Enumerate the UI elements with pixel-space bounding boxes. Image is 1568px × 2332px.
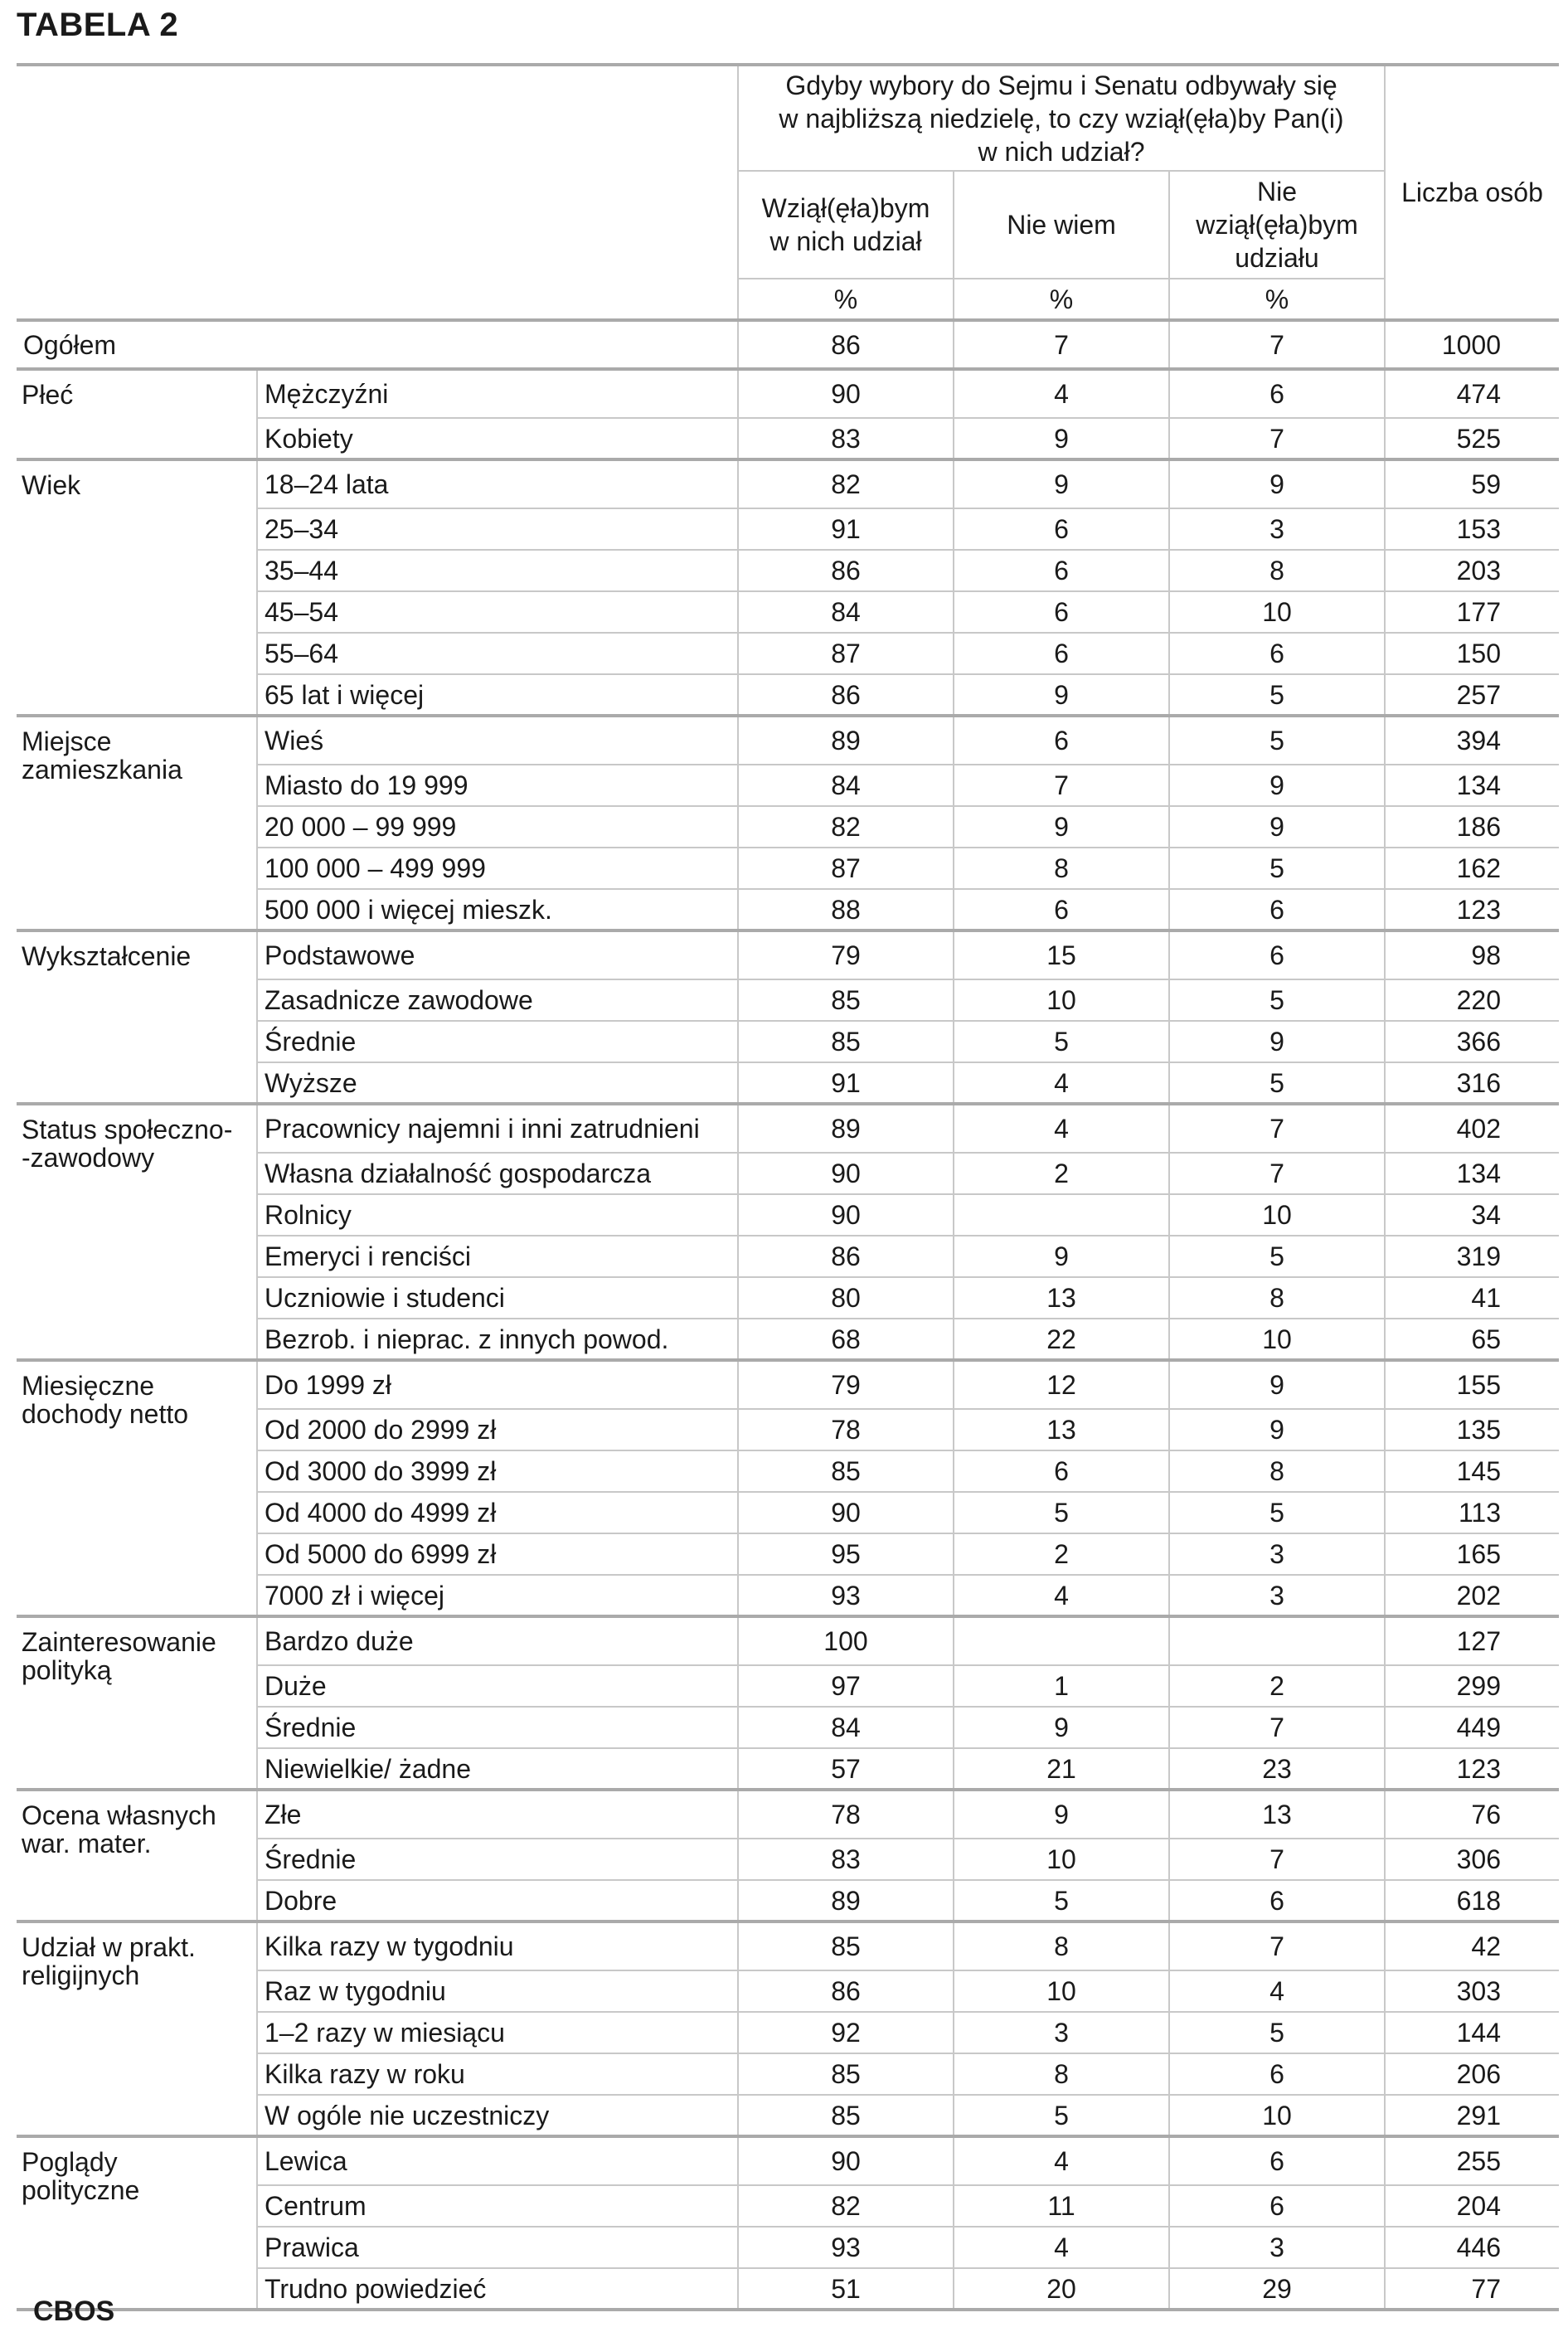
value-cell-no: 9 — [1169, 806, 1385, 848]
row-label: Własna działalność gospodarcza — [257, 1153, 738, 1194]
value-cell-no: 23 — [1169, 1748, 1385, 1790]
value-cell-dont-know: 6 — [954, 889, 1169, 930]
group-label — [17, 369, 257, 459]
row-label: Dobre — [257, 1880, 738, 1921]
value-cell-yes: 68 — [738, 1319, 954, 1360]
value-cell-yes: 86 — [738, 1970, 954, 2012]
value-cell-count: 202 — [1385, 1575, 1559, 1616]
value-cell-count: 145 — [1385, 1450, 1559, 1492]
value-cell-no: 13 — [1169, 1790, 1385, 1839]
column-header-line: udziału — [1235, 243, 1319, 273]
value-cell-yes: 86 — [738, 1236, 954, 1277]
value-cell-yes: 86 — [738, 550, 954, 591]
question-header — [738, 65, 1385, 171]
row-label: Pracownicy najemni i inni zatrudnieni — [257, 1104, 738, 1153]
value-cell-dont-know: 1 — [954, 1665, 1169, 1707]
value-cell-count: 165 — [1385, 1533, 1559, 1575]
value-cell-count: 155 — [1385, 1360, 1559, 1409]
value-cell-dont-know: 6 — [954, 591, 1169, 633]
value-cell-no: 8 — [1169, 1277, 1385, 1319]
value-cell-yes: 82 — [738, 806, 954, 848]
value-cell-count: 402 — [1385, 1104, 1559, 1153]
value-cell-no: 2 — [1169, 1665, 1385, 1707]
group-label-line: Poglądy — [22, 2147, 118, 2177]
value-cell-yes: 57 — [738, 1748, 954, 1790]
value-cell-yes: 83 — [738, 1839, 954, 1880]
value-cell-yes: 86 — [738, 674, 954, 716]
value-cell-no: 5 — [1169, 674, 1385, 716]
value-cell-dont-know: 4 — [954, 1575, 1169, 1616]
group-label — [17, 1790, 257, 1921]
value-cell-count: 144 — [1385, 2012, 1559, 2053]
value-cell-dont-know: 11 — [954, 2185, 1169, 2227]
value-cell-no: 5 — [1169, 1236, 1385, 1277]
row-label: Trudno powiedzieć — [257, 2268, 738, 2310]
value-cell-dont-know: 4 — [954, 1104, 1169, 1153]
value-cell-count: 123 — [1385, 889, 1559, 930]
value-cell-count: 394 — [1385, 716, 1559, 765]
value-cell-dont-know — [954, 1194, 1169, 1236]
value-cell-yes: 89 — [738, 1104, 954, 1153]
column-header-line: Nie — [1256, 177, 1297, 206]
value-cell-no: 10 — [1169, 2095, 1385, 2136]
question-line: Gdyby wybory do Sejmu i Senatu odbywały się — [785, 70, 1337, 100]
group-label-line: dochody netto — [22, 1399, 189, 1429]
unit-label: % — [954, 279, 1169, 320]
row-label: Wyższe — [257, 1062, 738, 1104]
question-line: w nich udział? — [978, 136, 1145, 167]
value-cell-yes: 90 — [738, 1153, 954, 1194]
table-row — [17, 930, 1559, 979]
value-cell-yes: 85 — [738, 2095, 954, 2136]
value-cell-dont-know: 4 — [954, 2136, 1169, 2185]
value-cell-count: 76 — [1385, 1790, 1559, 1839]
group-label — [17, 716, 257, 930]
row-label: Od 5000 do 6999 zł — [257, 1533, 738, 1575]
value-cell-yes: 89 — [738, 716, 954, 765]
group-label — [17, 459, 257, 716]
value-cell-no: 7 — [1169, 1153, 1385, 1194]
row-label: 65 lat i więcej — [257, 674, 738, 716]
row-label: Średnie — [257, 1707, 738, 1748]
question-line: w najbliższą niedzielę, to czy wziął(ęła)by Pan(i) — [779, 103, 1344, 134]
table-row — [17, 1616, 1559, 1665]
value-cell-count: 446 — [1385, 2227, 1559, 2268]
value-cell-count: 41 — [1385, 1277, 1559, 1319]
value-cell-yes: 88 — [738, 889, 954, 930]
value-cell-count: 220 — [1385, 979, 1559, 1021]
table-row — [17, 1104, 1559, 1153]
value-cell-yes: 79 — [738, 1360, 954, 1409]
group-label-line: -zawodowy — [22, 1143, 155, 1173]
value-cell-yes: 90 — [738, 369, 954, 418]
value-cell-dont-know: 8 — [954, 1921, 1169, 1970]
row-label: 55–64 — [257, 633, 738, 674]
row-label: 25–34 — [257, 508, 738, 550]
value-cell-dont-know: 5 — [954, 2095, 1169, 2136]
value-cell-no: 8 — [1169, 1450, 1385, 1492]
row-label: Średnie — [257, 1839, 738, 1880]
column-header-line: Wziął(ęła)bym — [761, 193, 930, 223]
value-cell-dont-know: 9 — [954, 674, 1169, 716]
value-cell-count: 113 — [1385, 1492, 1559, 1533]
value-cell-yes: 95 — [738, 1533, 954, 1575]
row-label: 18–24 lata — [257, 459, 738, 508]
value-cell-no: 6 — [1169, 633, 1385, 674]
row-label: Od 2000 do 2999 zł — [257, 1409, 738, 1450]
group-label-line: religijnych — [22, 1960, 140, 1990]
value-cell-yes: 93 — [738, 1575, 954, 1616]
value-cell-yes: 83 — [738, 418, 954, 459]
value-cell-count: 291 — [1385, 2095, 1559, 2136]
value-cell-count: 34 — [1385, 1194, 1559, 1236]
value-cell-no: 7 — [1169, 1839, 1385, 1880]
value-cell-yes: 85 — [738, 1450, 954, 1492]
value-cell-yes: 91 — [738, 508, 954, 550]
value-cell-yes: 85 — [738, 2053, 954, 2095]
value-cell-dont-know: 10 — [954, 1970, 1169, 2012]
group-label — [17, 1921, 257, 2136]
value-cell-no: 3 — [1169, 1575, 1385, 1616]
value-cell-dont-know: 4 — [954, 2227, 1169, 2268]
value-cell-count: 127 — [1385, 1616, 1559, 1665]
value-cell-count: 255 — [1385, 2136, 1559, 2185]
value-cell-count: 153 — [1385, 508, 1559, 550]
value-cell-dont-know: 12 — [954, 1360, 1169, 1409]
row-label: 500 000 i więcej mieszk. — [257, 889, 738, 930]
value-cell-count: 299 — [1385, 1665, 1559, 1707]
value-cell-no: 4 — [1169, 1970, 1385, 2012]
row-label: Od 3000 do 3999 zł — [257, 1450, 738, 1492]
value-cell-yes: 90 — [738, 1194, 954, 1236]
value-cell-dont-know: 6 — [954, 550, 1169, 591]
row-label: Centrum — [257, 2185, 738, 2227]
value-cell-count: 177 — [1385, 591, 1559, 633]
value-cell-count: 366 — [1385, 1021, 1559, 1062]
value-cell-dont-know: 6 — [954, 508, 1169, 550]
group-label-line: Zainteresowanie — [22, 1627, 216, 1657]
value-cell-count: 162 — [1385, 848, 1559, 889]
value-cell-count: 203 — [1385, 550, 1559, 591]
value-cell-no: 6 — [1169, 369, 1385, 418]
row-label: 45–54 — [257, 591, 738, 633]
row-label: Wieś — [257, 716, 738, 765]
table-row — [17, 369, 1559, 418]
value-cell-no: 6 — [1169, 2053, 1385, 2095]
value-cell-dont-know: 2 — [954, 1533, 1169, 1575]
value-cell-yes: 84 — [738, 591, 954, 633]
value-cell-no: 3 — [1169, 1533, 1385, 1575]
value-cell-dont-know: 9 — [954, 1236, 1169, 1277]
value-cell-no: 9 — [1169, 459, 1385, 508]
value-cell-dont-know: 4 — [954, 369, 1169, 418]
table-row — [17, 2136, 1559, 2185]
value-cell-yes: 79 — [738, 930, 954, 979]
table-row — [17, 716, 1559, 765]
row-label-text: Ogółem — [23, 329, 117, 360]
row-label: Kobiety — [257, 418, 738, 459]
table-title: TABELA 2 — [17, 7, 179, 43]
row-label: 20 000 – 99 999 — [257, 806, 738, 848]
row-label: Mężczyźni — [257, 369, 738, 418]
row-label: Średnie — [257, 1021, 738, 1062]
value-cell-dont-know: 10 — [954, 1839, 1169, 1880]
value-cell-count: 98 — [1385, 930, 1559, 979]
row-label: Emeryci i renciści — [257, 1236, 738, 1277]
value-cell-no: 3 — [1169, 2227, 1385, 2268]
value-cell-count: 449 — [1385, 1707, 1559, 1748]
column-header-dont-know: Nie wiem — [954, 171, 1169, 279]
row-label: 1–2 razy w miesiącu — [257, 2012, 738, 2053]
value-cell-yes: 100 — [738, 1616, 954, 1665]
value-cell-count: 204 — [1385, 2185, 1559, 2227]
value-cell-dont-know: 10 — [954, 979, 1169, 1021]
value-cell-count: 316 — [1385, 1062, 1559, 1104]
value-cell-count: 319 — [1385, 1236, 1559, 1277]
value-cell-dont-know: 7 — [954, 765, 1169, 806]
value-cell-count: 306 — [1385, 1839, 1559, 1880]
row-label: 100 000 – 499 999 — [257, 848, 738, 889]
value-cell-count: 474 — [1385, 369, 1559, 418]
value-cell-count: 135 — [1385, 1409, 1559, 1450]
value-cell-no: 7 — [1169, 1707, 1385, 1748]
row-label: Podstawowe — [257, 930, 738, 979]
source-label: CBOS — [33, 2296, 115, 2327]
value-cell-yes: 91 — [738, 1062, 954, 1104]
header-stub — [17, 65, 738, 320]
value-cell-yes: 93 — [738, 2227, 954, 2268]
value-cell-no: 5 — [1169, 979, 1385, 1021]
value-cell-count: 206 — [1385, 2053, 1559, 2095]
value-cell-count: 59 — [1385, 459, 1559, 508]
value-cell-no: 6 — [1169, 2136, 1385, 2185]
row-label: Uczniowie i studenci — [257, 1277, 738, 1319]
column-header-line: w nich udział — [769, 226, 922, 256]
group-label-line: Ocena własnych — [22, 1800, 216, 1830]
value-cell-dont-know: 15 — [954, 930, 1169, 979]
value-cell-yes: 87 — [738, 633, 954, 674]
value-cell-no: 3 — [1169, 508, 1385, 550]
group-label — [17, 1616, 257, 1790]
value-cell-no: 5 — [1169, 2012, 1385, 2053]
unit-label: % — [1169, 279, 1385, 320]
column-header-count: Liczba osób — [1385, 65, 1559, 320]
value-cell-dont-know: 5 — [954, 1021, 1169, 1062]
value-cell-no: 10 — [1169, 1194, 1385, 1236]
row-label: Kilka razy w roku — [257, 2053, 738, 2095]
group-label-line: Udział w prakt. — [22, 1932, 196, 1962]
value-cell-count: 123 — [1385, 1748, 1559, 1790]
value-cell-yes: 97 — [738, 1665, 954, 1707]
value-cell-dont-know: 4 — [954, 1062, 1169, 1104]
row-label: Bardzo duże — [257, 1616, 738, 1665]
group-label-line: Wykształcenie — [22, 941, 192, 971]
value-cell-yes: 78 — [738, 1790, 954, 1839]
column-header-line: wziął(ęła)bym — [1196, 210, 1358, 240]
group-label-line: Miejsce — [22, 726, 112, 756]
value-cell-no: 8 — [1169, 550, 1385, 591]
row-label: Lewica — [257, 2136, 738, 2185]
table-row — [17, 459, 1559, 508]
value-cell-count: 42 — [1385, 1921, 1559, 1970]
value-cell-no: 5 — [1169, 848, 1385, 889]
value-cell-no: 5 — [1169, 1492, 1385, 1533]
row-label: Kilka razy w tygodniu — [257, 1921, 738, 1970]
value-cell-dont-know: 22 — [954, 1319, 1169, 1360]
value-cell-dont-know: 6 — [954, 1450, 1169, 1492]
value-cell-yes: 82 — [738, 2185, 954, 2227]
value-cell-dont-know: 5 — [954, 1880, 1169, 1921]
value-cell-yes: 85 — [738, 979, 954, 1021]
row-label: Niewielkie/ żadne — [257, 1748, 738, 1790]
value-cell-dont-know: 9 — [954, 459, 1169, 508]
value-cell-yes: 84 — [738, 765, 954, 806]
group-label-line: polityczne — [22, 2175, 140, 2205]
value-cell-yes: 85 — [738, 1021, 954, 1062]
group-label-line: polityką — [22, 1655, 112, 1685]
value-cell-dont-know: 20 — [954, 2268, 1169, 2310]
row-label: Do 1999 zł — [257, 1360, 738, 1409]
value-cell-dont-know: 3 — [954, 2012, 1169, 2053]
value-cell-count: 257 — [1385, 674, 1559, 716]
value-cell-count: 65 — [1385, 1319, 1559, 1360]
value-cell-dont-know: 13 — [954, 1409, 1169, 1450]
row-label: Prawica — [257, 2227, 738, 2268]
value-cell-yes: 86 — [738, 320, 954, 369]
value-cell-no: 9 — [1169, 1021, 1385, 1062]
column-header-no — [1169, 171, 1385, 279]
row-label: Od 4000 do 4999 zł — [257, 1492, 738, 1533]
value-cell-no: 10 — [1169, 591, 1385, 633]
column-header-yes — [738, 171, 954, 279]
row-label: 7000 zł i więcej — [257, 1575, 738, 1616]
value-cell-yes: 85 — [738, 1921, 954, 1970]
group-label — [17, 2136, 257, 2310]
value-cell-no: 9 — [1169, 1409, 1385, 1450]
value-cell-no: 9 — [1169, 765, 1385, 806]
row-label — [17, 320, 738, 369]
group-label-line: Miesięczne — [22, 1371, 155, 1401]
value-cell-dont-know: 7 — [954, 320, 1169, 369]
value-cell-dont-know: 9 — [954, 1790, 1169, 1839]
value-cell-count: 303 — [1385, 1970, 1559, 2012]
table-row — [17, 1921, 1559, 1970]
value-cell-no: 6 — [1169, 889, 1385, 930]
value-cell-no: 7 — [1169, 1104, 1385, 1153]
value-cell-yes: 78 — [738, 1409, 954, 1450]
value-cell-no — [1169, 1616, 1385, 1665]
value-cell-no: 6 — [1169, 1880, 1385, 1921]
value-cell-dont-know: 2 — [954, 1153, 1169, 1194]
results-table — [17, 63, 1559, 2311]
value-cell-yes: 87 — [738, 848, 954, 889]
value-cell-no: 6 — [1169, 2185, 1385, 2227]
group-label — [17, 1360, 257, 1616]
value-cell-count: 77 — [1385, 2268, 1559, 2310]
value-cell-no: 6 — [1169, 930, 1385, 979]
table-row — [17, 1360, 1559, 1409]
value-cell-no: 9 — [1169, 1360, 1385, 1409]
value-cell-yes: 51 — [738, 2268, 954, 2310]
table-row — [17, 1790, 1559, 1839]
group-label-line: zamieszkania — [22, 755, 182, 785]
value-cell-no: 7 — [1169, 320, 1385, 369]
value-cell-count: 134 — [1385, 1153, 1559, 1194]
value-cell-yes: 80 — [738, 1277, 954, 1319]
value-cell-dont-know: 9 — [954, 1707, 1169, 1748]
value-cell-no: 7 — [1169, 418, 1385, 459]
group-label-line: Wiek — [22, 470, 81, 500]
value-cell-dont-know — [954, 1616, 1169, 1665]
unit-label: % — [738, 279, 954, 320]
row-label: Miasto do 19 999 — [257, 765, 738, 806]
group-label-line: Płeć — [22, 380, 74, 410]
value-cell-dont-know: 6 — [954, 716, 1169, 765]
value-cell-dont-know: 8 — [954, 2053, 1169, 2095]
value-cell-yes: 92 — [738, 2012, 954, 2053]
value-cell-no: 5 — [1169, 1062, 1385, 1104]
row-label: Zasadnicze zawodowe — [257, 979, 738, 1021]
value-cell-count: 618 — [1385, 1880, 1559, 1921]
row-label: Złe — [257, 1790, 738, 1839]
row-label: Raz w tygodniu — [257, 1970, 738, 2012]
row-label: Rolnicy — [257, 1194, 738, 1236]
value-cell-yes: 82 — [738, 459, 954, 508]
value-cell-no: 10 — [1169, 1319, 1385, 1360]
group-label — [17, 1104, 257, 1360]
value-cell-no: 7 — [1169, 1921, 1385, 1970]
row-label: Bezrob. i nieprac. z innych powod. — [257, 1319, 738, 1360]
value-cell-count: 525 — [1385, 418, 1559, 459]
value-cell-no: 29 — [1169, 2268, 1385, 2310]
value-cell-no: 5 — [1169, 716, 1385, 765]
value-cell-yes: 90 — [738, 2136, 954, 2185]
value-cell-yes: 84 — [738, 1707, 954, 1748]
value-cell-yes: 89 — [738, 1880, 954, 1921]
value-cell-dont-know: 8 — [954, 848, 1169, 889]
value-cell-yes: 90 — [738, 1492, 954, 1533]
value-cell-dont-know: 9 — [954, 418, 1169, 459]
value-cell-count: 134 — [1385, 765, 1559, 806]
group-label-line: Status społeczno- — [22, 1115, 233, 1144]
row-label: W ogóle nie uczestniczy — [257, 2095, 738, 2136]
value-cell-count: 186 — [1385, 806, 1559, 848]
value-cell-dont-know: 5 — [954, 1492, 1169, 1533]
row-label: Duże — [257, 1665, 738, 1707]
value-cell-dont-know: 13 — [954, 1277, 1169, 1319]
table-row — [17, 320, 1559, 369]
value-cell-count: 150 — [1385, 633, 1559, 674]
value-cell-dont-know: 9 — [954, 806, 1169, 848]
value-cell-dont-know: 6 — [954, 633, 1169, 674]
value-cell-count: 1000 — [1385, 320, 1559, 369]
row-label: 35–44 — [257, 550, 738, 591]
value-cell-dont-know: 21 — [954, 1748, 1169, 1790]
group-label-line: war. mater. — [22, 1829, 152, 1858]
group-label — [17, 930, 257, 1104]
